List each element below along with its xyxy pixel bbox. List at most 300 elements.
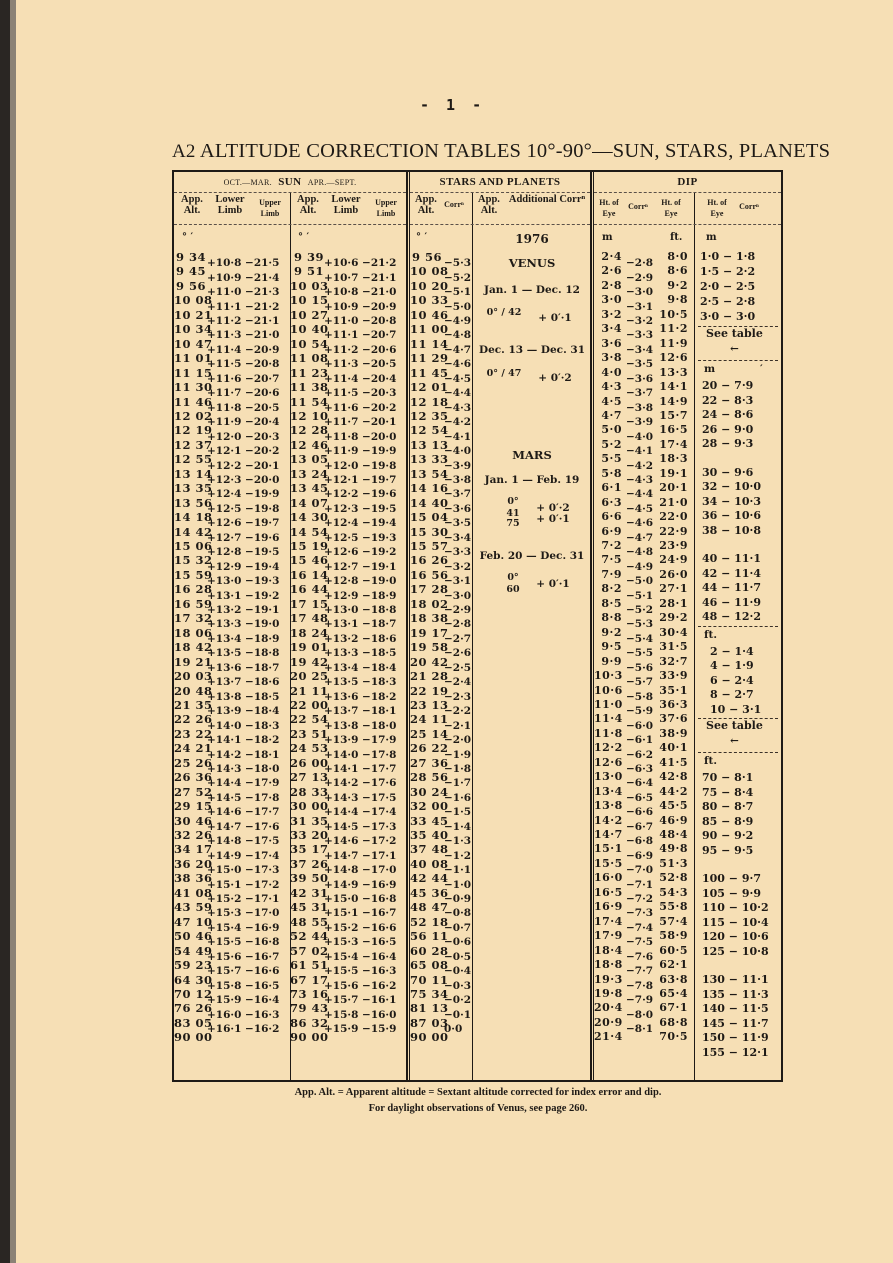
app-alt-value: 9 51 xyxy=(293,264,324,279)
dip-correction: −8·1 xyxy=(626,1023,654,1036)
star-correction: −3·1 xyxy=(444,575,472,588)
limb-correction: +15·0 −17·3 xyxy=(207,864,280,877)
app-alt-value: 15 32 xyxy=(174,553,213,568)
height-of-eye-ft: 51·3 xyxy=(659,856,688,870)
dip-side-entry: 10 − 3·1 xyxy=(710,702,762,716)
limb-correction: +15·4 −16·4 xyxy=(324,950,397,963)
dip-correction: −5·5 xyxy=(626,647,654,660)
app-alt-value: 17 32 xyxy=(174,611,213,626)
limb-correction: +13·2 −18·6 xyxy=(324,632,397,645)
dip-side-entry: 22 − 8·3 xyxy=(702,393,754,407)
limb-correction: +14·7 −17·6 xyxy=(207,820,280,833)
app-alt-value: 22 26 xyxy=(174,712,213,727)
limb-correction: +14·5 −17·8 xyxy=(207,791,280,804)
limb-correction: +12·3 −20·0 xyxy=(207,473,280,486)
star-correction: −5·1 xyxy=(444,286,472,299)
app-alt-value: 70 12 xyxy=(174,986,213,1001)
height-of-eye-ft: 42·8 xyxy=(659,770,688,784)
app-alt-value: 9 56 xyxy=(175,278,206,293)
limb-correction: +14·4 −17·9 xyxy=(207,777,280,790)
dip-correction: −3·3 xyxy=(626,329,654,342)
app-alt-value: 28 56 xyxy=(410,770,449,785)
dip-side-entry: 38 − 10·8 xyxy=(702,523,761,537)
dip-correction: −7·7 xyxy=(626,965,654,978)
dip-side-entry: 95 − 9·5 xyxy=(702,843,754,857)
height-of-eye-m: 21·4 xyxy=(594,1030,623,1044)
limb-correction: +11·9 −20·4 xyxy=(207,416,280,429)
limb-correction: +11·4 −20·9 xyxy=(207,343,280,356)
dip-correction: −3·4 xyxy=(626,343,654,356)
dip-correction: −5·8 xyxy=(626,690,654,703)
app-alt-value: 86 32 xyxy=(290,1015,329,1030)
height-of-eye-m: 8·5 xyxy=(601,596,622,610)
app-alt-value: 24 53 xyxy=(290,741,329,756)
dip-correction: −6·9 xyxy=(626,849,654,862)
limb-correction: +11·6 −20·2 xyxy=(324,401,397,414)
limb-correction: +11·1 −20·7 xyxy=(324,329,397,342)
height-of-eye-m: 13·0 xyxy=(594,770,623,784)
mars-period-2: Feb. 20 — Dec. 31 xyxy=(479,550,585,562)
limb-correction: +12·8 −19·5 xyxy=(207,546,280,559)
limb-correction: +13·6 −18·7 xyxy=(207,661,280,674)
height-of-eye-ft: 22·9 xyxy=(659,524,688,538)
app-alt-value: 43 59 xyxy=(174,900,213,915)
dip-correction: −5·2 xyxy=(626,604,654,617)
limb-correction: +12·6 −19·7 xyxy=(207,517,280,530)
height-of-eye-m: 5·0 xyxy=(601,423,622,437)
app-alt-value: 10 27 xyxy=(290,307,329,322)
rule xyxy=(698,626,778,627)
limb-correction: +11·0 −20·8 xyxy=(324,315,397,328)
app-alt-value: 56 11 xyxy=(410,929,449,944)
limb-correction: +13·6 −18·2 xyxy=(324,690,397,703)
app-alt-value: 60 28 xyxy=(410,943,449,958)
limb-correction: +10·8 −21·0 xyxy=(324,286,397,299)
mars-p2-alt-1: 60 xyxy=(506,584,520,595)
star-correction: −2·4 xyxy=(444,676,472,689)
height-of-eye-m: 18·8 xyxy=(594,958,623,972)
height-of-eye-m: 10·6 xyxy=(594,683,623,697)
app-alt-value: 14 07 xyxy=(290,495,329,510)
star-correction: −0·4 xyxy=(444,965,472,978)
app-alt-value: 16 59 xyxy=(174,596,213,611)
limb-correction: +15·7 −16·6 xyxy=(207,965,280,978)
dip-divider xyxy=(694,193,695,1080)
limb-correction: +12·7 −19·1 xyxy=(324,560,397,573)
height-of-eye-m: 2·4 xyxy=(601,250,622,263)
dip-correction: −6·0 xyxy=(626,719,654,732)
app-alt-value: 11 30 xyxy=(174,380,213,395)
dip-correction: −6·7 xyxy=(626,820,654,833)
dip-side-entry: 1·0 − 1·8 xyxy=(700,250,756,263)
height-of-eye-ft: 8·0 xyxy=(667,250,688,263)
col-corr: Corrⁿ xyxy=(628,202,648,211)
height-of-eye-ft: 35·1 xyxy=(659,683,688,697)
app-alt-value: 42 31 xyxy=(290,885,329,900)
limb-correction: +13·4 −18·9 xyxy=(207,632,280,645)
dip-correction: −6·3 xyxy=(626,762,654,775)
app-alt-value: 12 01 xyxy=(410,380,449,395)
height-of-eye-ft: 30·4 xyxy=(659,625,688,639)
height-of-eye-ft: 11·9 xyxy=(659,336,688,350)
app-alt-value: 11 15 xyxy=(174,365,213,380)
limb-correction: +16·0 −16·3 xyxy=(207,1008,280,1021)
star-correction: −1·9 xyxy=(444,748,472,761)
dip-side-entry: 32 − 10·0 xyxy=(702,480,761,493)
venus-period-1: Jan. 1 — Dec. 12 xyxy=(484,284,580,296)
height-of-eye-m: 7·5 xyxy=(601,553,622,567)
limb-correction: +14·5 −17·3 xyxy=(324,820,397,833)
col-ht-eye-2: Ht. of Eye xyxy=(707,198,727,218)
app-alt-value: 13 24 xyxy=(290,466,329,481)
app-alt-value: 19 58 xyxy=(410,640,449,655)
app-alt-value: 12 02 xyxy=(174,408,213,423)
dip-side-entry: 26 − 9·0 xyxy=(702,422,754,436)
dip-correction: −5·6 xyxy=(626,661,654,674)
dip-side-entry: 20 − 7·9 xyxy=(702,379,754,392)
star-correction: −2·6 xyxy=(444,647,472,660)
dip-side-entry: 115 − 10·4 xyxy=(702,915,769,929)
limb-correction: +11·3 −21·0 xyxy=(207,329,280,342)
sun-period-apr-sept: APR.—SEPT. xyxy=(307,178,357,187)
app-alt-value: 29 15 xyxy=(174,799,213,814)
app-alt-value: 10 08 xyxy=(410,264,449,279)
app-alt-value: 30 46 xyxy=(174,813,213,828)
app-alt-value: 16 56 xyxy=(410,567,449,582)
footnote-venus: For daylight observations of Venus, see page 260. xyxy=(368,1103,588,1114)
height-of-eye-ft: 49·8 xyxy=(659,842,688,856)
height-of-eye-ft: 19·1 xyxy=(659,466,688,480)
height-of-eye-ft: 67·1 xyxy=(659,1001,688,1015)
limb-correction: +15·4 −16·9 xyxy=(207,921,280,934)
app-alt-value: 9 34 xyxy=(175,250,206,264)
height-of-eye-m: 9·2 xyxy=(601,625,622,639)
dip-correction: −3·9 xyxy=(626,416,654,429)
app-alt-value: 10 08 xyxy=(174,293,213,308)
height-of-eye-ft: 54·3 xyxy=(659,885,688,899)
header-rule xyxy=(594,224,781,225)
mars-period-1: Jan. 1 — Feb. 19 xyxy=(484,474,580,486)
star-correction: −2·1 xyxy=(444,719,472,732)
height-of-eye-m: 5·5 xyxy=(601,452,622,466)
height-of-eye-ft: 29·2 xyxy=(659,611,688,625)
height-of-eye-m: 7·2 xyxy=(601,539,622,552)
app-alt-value: 75 34 xyxy=(410,986,449,1001)
limb-correction: +14·1 −17·7 xyxy=(324,762,397,775)
col-upper-limb-2: Upper Limb xyxy=(375,198,397,218)
dip-correction: −7·8 xyxy=(626,979,654,992)
app-alt-value: 64 30 xyxy=(174,972,213,987)
app-alt-value: 22 00 xyxy=(290,697,329,712)
limb-correction: +13·7 −18·6 xyxy=(207,676,280,689)
star-correction: −4·9 xyxy=(444,315,472,328)
dip-correction: −2·8 xyxy=(626,257,654,270)
app-alt-value: 13 54 xyxy=(410,466,449,481)
rule xyxy=(698,752,778,753)
height-of-eye-ft: 36·3 xyxy=(659,697,688,711)
mars-p2-corr: + 0′·1 xyxy=(536,578,570,590)
unit-m: m xyxy=(602,232,613,243)
app-alt-value: 10 20 xyxy=(410,278,449,293)
dip-side-entry: 6 − 2·4 xyxy=(710,673,754,687)
app-alt-value: 27 52 xyxy=(174,784,213,799)
app-alt-value: 14 54 xyxy=(290,524,329,539)
star-correction: −0·3 xyxy=(444,979,472,992)
app-alt-value: 11 45 xyxy=(410,365,449,380)
star-correction: −1·8 xyxy=(444,762,472,775)
app-alt-value: 12 55 xyxy=(174,452,213,467)
app-alt-value: 33 45 xyxy=(410,813,449,828)
app-alt-value: 16 44 xyxy=(290,582,329,597)
limb-correction: +15·1 −17·2 xyxy=(207,878,280,891)
height-of-eye-ft: 9·2 xyxy=(667,278,688,292)
app-alt-value: 10 21 xyxy=(174,307,213,322)
limb-correction: +12·4 −19·4 xyxy=(324,517,397,530)
height-of-eye-ft: 16·5 xyxy=(659,423,688,437)
limb-correction: +12·9 −19·4 xyxy=(207,560,280,573)
star-correction: −4·1 xyxy=(444,430,472,443)
height-of-eye-m: 7·9 xyxy=(601,567,622,581)
limb-correction: +12·2 −19·6 xyxy=(324,488,397,501)
app-alt-value: 32 00 xyxy=(410,799,449,814)
star-correction: −5·3 xyxy=(444,257,472,270)
star-correction: −0·2 xyxy=(444,994,472,1007)
height-of-eye-ft: 38·9 xyxy=(659,726,688,740)
height-of-eye-m: 20·4 xyxy=(594,1001,623,1015)
app-alt-value: 9 56 xyxy=(411,250,442,264)
dip-side-entry: 105 − 9·9 xyxy=(702,886,761,900)
height-of-eye-ft: 60·5 xyxy=(659,943,688,957)
limb-correction: +15·3 −17·0 xyxy=(207,907,280,920)
star-correction: −1·1 xyxy=(444,864,472,877)
units-deg-min: ° ′ xyxy=(416,232,428,243)
height-of-eye-m: 11·4 xyxy=(594,712,623,726)
unit-m-2: m xyxy=(706,232,717,243)
height-of-eye-ft: 28·1 xyxy=(659,596,688,610)
height-of-eye-m: 15·5 xyxy=(594,856,623,870)
limb-correction: +13·1 −19·2 xyxy=(207,589,280,602)
limb-correction: +11·3 −20·5 xyxy=(324,358,397,371)
height-of-eye-ft: 15·7 xyxy=(659,408,688,422)
limb-correction: +15·9 −15·9 xyxy=(324,1023,397,1036)
app-alt-value: 15 30 xyxy=(410,524,449,539)
app-alt-value: 14 18 xyxy=(174,510,213,525)
star-correction: −0·1 xyxy=(444,1008,472,1021)
app-alt-value: 13 35 xyxy=(174,481,213,496)
dip-correction: −5·7 xyxy=(626,676,654,689)
col-additional-corr: Additional Corrⁿ xyxy=(508,194,586,205)
sun-label: SUN xyxy=(278,176,302,188)
app-alt-value: 34 17 xyxy=(174,842,213,857)
height-of-eye-ft: 12·6 xyxy=(659,351,688,365)
limb-correction: +10·7 −21·1 xyxy=(324,271,397,284)
star-correction: −0·5 xyxy=(444,950,472,963)
star-correction: −4·8 xyxy=(444,329,472,342)
app-alt-value: 12 18 xyxy=(410,394,449,409)
height-of-eye-ft: 22·0 xyxy=(659,510,688,524)
star-correction: −1·6 xyxy=(444,791,472,804)
height-of-eye-m: 17·9 xyxy=(594,929,623,943)
height-of-eye-ft: 17·4 xyxy=(659,437,688,451)
stars-header: STARS AND PLANETS xyxy=(410,172,590,193)
height-of-eye-ft: 20·1 xyxy=(659,481,688,495)
app-alt-value: 23 51 xyxy=(290,726,329,741)
app-alt-value: 35 40 xyxy=(410,828,449,842)
app-alt-value: 40 08 xyxy=(410,856,449,871)
star-correction: −4·2 xyxy=(444,416,472,429)
height-of-eye-m: 16·5 xyxy=(594,885,623,899)
venus-period-2: Dec. 13 — Dec. 31 xyxy=(478,344,585,356)
app-alt-value: 13 05 xyxy=(290,452,329,467)
limb-correction: +13·5 −18·8 xyxy=(207,647,280,660)
app-alt-value: 16 26 xyxy=(410,553,449,568)
app-alt-value: 37 26 xyxy=(290,856,329,871)
star-correction: −3·8 xyxy=(444,473,472,486)
height-of-eye-m: 5·2 xyxy=(601,437,622,451)
app-alt-value: 18 24 xyxy=(290,625,329,640)
app-alt-value: 13 33 xyxy=(410,452,449,467)
dip-side-entry: 2·5 − 2·8 xyxy=(700,295,756,308)
limb-correction: +14·0 −17·8 xyxy=(324,748,397,761)
app-alt-value: 20 42 xyxy=(410,654,449,669)
limb-correction: +15·8 −16·5 xyxy=(207,979,280,992)
app-alt-value: 45 36 xyxy=(410,885,449,900)
limb-correction: +11·9 −19·9 xyxy=(324,445,397,458)
height-of-eye-ft: 62·1 xyxy=(659,958,688,972)
height-of-eye-ft: 44·2 xyxy=(659,784,688,798)
dip-correction: −4·5 xyxy=(626,502,654,515)
limb-correction: +15·3 −16·5 xyxy=(324,936,397,949)
dip-side-entry: 130 − 11·1 xyxy=(702,973,769,986)
limb-correction: +15·7 −16·1 xyxy=(324,994,397,1007)
dip-side-entry: 80 − 8·7 xyxy=(702,800,754,813)
col-app-alt-2: App. Alt. xyxy=(478,194,500,216)
app-alt-value: 12 10 xyxy=(290,408,329,423)
app-alt-value: 25 26 xyxy=(174,755,213,770)
dip-correction: −5·3 xyxy=(626,618,654,631)
limb-correction: +14·3 −17·5 xyxy=(324,791,397,804)
app-alt-value: 38 36 xyxy=(174,871,213,886)
units-deg-min: ° ′ xyxy=(182,232,194,243)
dip-side-entry: 42 − 11·4 xyxy=(702,566,761,580)
height-of-eye-m: 6·3 xyxy=(601,495,622,509)
star-correction: −2·3 xyxy=(444,690,472,703)
venus-period-1-corr: + 0′·1 xyxy=(538,312,572,324)
dip-side-entry: 4 − 1·9 xyxy=(710,659,754,672)
height-of-eye-m: 8·2 xyxy=(601,582,622,596)
dip-header: DIP xyxy=(594,172,781,193)
mars-label: MARS xyxy=(512,448,552,462)
limb-correction: +10·8 −21·5 xyxy=(207,257,280,270)
height-of-eye-m: 6·9 xyxy=(601,524,622,538)
height-of-eye-m: 9·5 xyxy=(601,640,622,654)
col-corr: Corrⁿ xyxy=(444,200,464,209)
limb-correction: +13·5 −18·3 xyxy=(324,676,397,689)
height-of-eye-m: 11·8 xyxy=(594,726,623,740)
dip-correction: −6·2 xyxy=(626,748,654,761)
app-alt-value: 20 03 xyxy=(174,669,213,684)
col-app-alt: App. Alt. xyxy=(181,194,203,216)
star-correction: −4·7 xyxy=(444,343,472,356)
dip-side-entry: 120 − 10·6 xyxy=(702,930,769,943)
app-alt-value: 47 10 xyxy=(174,914,213,929)
app-alt-value: 70 11 xyxy=(410,972,449,987)
height-of-eye-m: 16·0 xyxy=(594,871,623,885)
app-alt-value: 17 48 xyxy=(290,611,329,626)
app-alt-value: 45 31 xyxy=(290,900,329,915)
height-of-eye-ft: 23·9 xyxy=(659,539,688,552)
app-alt-value: 10 54 xyxy=(290,336,329,351)
venus-period-2-alts: 0° / 47 xyxy=(486,368,522,379)
star-correction: −4·6 xyxy=(444,358,472,371)
app-alt-value: 27 13 xyxy=(290,770,329,785)
app-alt-value: 15 04 xyxy=(410,510,449,525)
app-alt-value: 15 59 xyxy=(174,567,213,582)
limb-correction: +14·2 −18·1 xyxy=(207,748,280,761)
app-alt-value: 52 18 xyxy=(410,914,449,929)
dip-side-entry: 8 − 2·7 xyxy=(710,688,754,701)
limb-correction: +15·8 −16·0 xyxy=(324,1008,397,1021)
dip-correction: −4·9 xyxy=(626,560,654,573)
app-alt-value: 35 17 xyxy=(290,842,329,857)
limb-correction: +14·9 −17·4 xyxy=(207,849,280,862)
app-alt-value: 10 46 xyxy=(410,307,449,322)
limb-correction: +12·6 −19·2 xyxy=(324,546,397,559)
star-correction: −3·7 xyxy=(444,488,472,501)
year-label: 1976 xyxy=(515,232,549,246)
limb-correction: +12·8 −19·0 xyxy=(324,575,397,588)
height-of-eye-m: 2·6 xyxy=(601,264,622,278)
app-alt-value: 13 13 xyxy=(410,437,449,452)
limb-correction: +13·3 −19·0 xyxy=(207,618,280,631)
app-alt-value: 76 26 xyxy=(174,1001,213,1016)
see-table-note: See table xyxy=(706,719,763,732)
height-of-eye-m: 3·8 xyxy=(601,351,622,365)
dip-correction: −4·0 xyxy=(626,430,654,443)
app-alt-value: 12 37 xyxy=(174,437,213,452)
venus-period-2-corr: + 0′·2 xyxy=(538,372,572,384)
limb-correction: +11·1 −21·2 xyxy=(207,300,280,313)
see-table-note: See table xyxy=(706,327,763,340)
units-deg-min-2: ° ′ xyxy=(298,232,310,243)
app-alt-value: 36 20 xyxy=(174,856,213,871)
height-of-eye-m: 4·3 xyxy=(601,380,622,394)
app-alt-value: 33 20 xyxy=(290,828,329,842)
header-rule xyxy=(410,224,590,225)
limb-correction: +13·3 −18·5 xyxy=(324,647,397,660)
limb-correction: +13·9 −18·4 xyxy=(207,705,280,718)
dip-correction: −7·1 xyxy=(626,878,654,891)
limb-correction: +11·2 −21·1 xyxy=(207,315,280,328)
star-correction: −1·2 xyxy=(444,849,472,862)
app-alt-value: 13 14 xyxy=(174,466,213,481)
app-alt-value: 59 23 xyxy=(174,958,213,973)
app-alt-value: 12 28 xyxy=(290,423,329,438)
dip-side-entry: 46 − 11·9 xyxy=(702,595,761,609)
star-correction: −1·7 xyxy=(444,777,472,790)
dip-correction: −5·9 xyxy=(626,705,654,718)
height-of-eye-m: 8·8 xyxy=(601,611,622,625)
app-alt-value: 13 56 xyxy=(174,495,213,510)
height-of-eye-m: 10·3 xyxy=(594,669,623,683)
app-alt-value: 22 19 xyxy=(410,683,449,698)
unit-min: ′ xyxy=(760,363,763,375)
dip-side-entry: 30 − 9·6 xyxy=(702,465,754,479)
dip-correction: −4·3 xyxy=(626,473,654,486)
dip-side-entry: 70 − 8·1 xyxy=(702,771,754,784)
app-alt-value: 39 50 xyxy=(290,871,329,886)
app-alt-value: 26 00 xyxy=(290,755,329,770)
